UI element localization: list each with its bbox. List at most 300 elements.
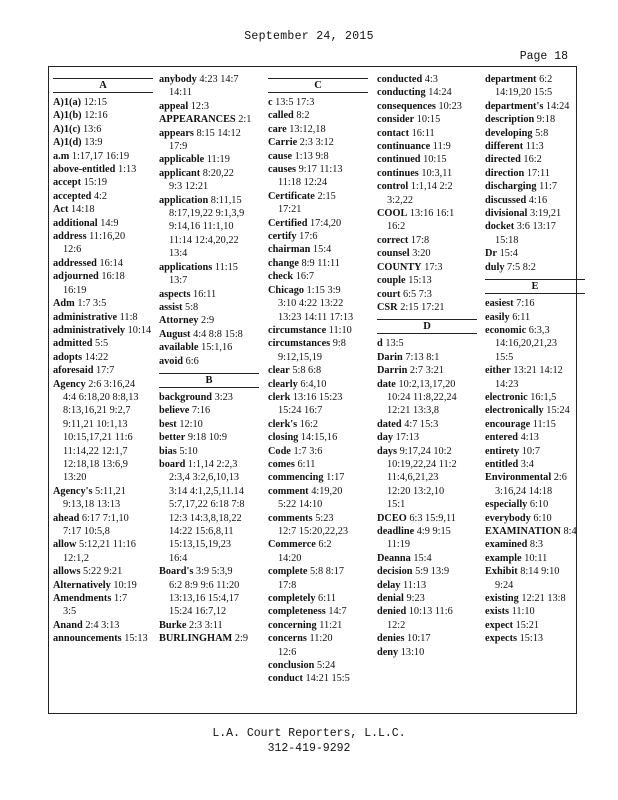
- index-entry: [268, 109, 368, 122]
- index-term: applicable: [159, 154, 205, 166]
- index-entry: [377, 140, 477, 153]
- index-term: denied: [377, 606, 407, 618]
- page-refs: 3:16,24 14:18: [495, 485, 553, 497]
- index-term: easiest: [485, 298, 514, 310]
- index-entry: [377, 113, 477, 126]
- index-entry: [485, 140, 585, 153]
- page-refs: 14:18: [71, 204, 95, 216]
- index-term: Darrin: [377, 365, 408, 377]
- page-refs: 17:8: [278, 579, 297, 591]
- page-refs: 1:7 3:5: [77, 298, 107, 310]
- index-entry: [159, 458, 259, 565]
- index-term: EXAMINATION: [485, 526, 561, 537]
- index-term: adjourned: [53, 271, 99, 283]
- index-term: circumstance: [268, 324, 327, 336]
- page-date: September 24, 2015: [244, 30, 374, 43]
- page-refs: 13:10: [400, 646, 425, 658]
- index-term: contact: [377, 127, 410, 139]
- index-term: entitled: [485, 458, 519, 470]
- index-entry: [268, 605, 368, 618]
- page-refs: 15:4: [312, 244, 332, 256]
- index-entry: [485, 525, 585, 538]
- index-term: CSR: [377, 301, 398, 313]
- index-term: change: [268, 257, 299, 269]
- index-term: Darin: [377, 351, 403, 363]
- index-term: best: [159, 418, 177, 430]
- index-entry: [268, 485, 368, 512]
- page-refs: 4:16: [528, 194, 548, 206]
- index-term: d: [377, 338, 383, 350]
- index-entry: [485, 261, 585, 274]
- index-term: days: [377, 445, 398, 457]
- page-refs: 11:3: [525, 141, 544, 153]
- index-term: conclusion: [268, 660, 315, 672]
- index-term: anybody: [159, 74, 197, 85]
- page-refs: 15:13: [519, 633, 544, 645]
- page-refs: 15:21: [515, 619, 540, 631]
- index-entry: [377, 207, 477, 234]
- page-refs: 2:3,4 3:2,6,10,13: [169, 472, 240, 484]
- page-refs: 4:19,20: [311, 485, 343, 497]
- index-term: causes: [268, 164, 297, 176]
- page-refs: 10:14: [127, 324, 152, 336]
- page-refs: 14:11: [169, 87, 193, 99]
- page-refs: 5:23: [315, 512, 334, 524]
- index-term: background: [159, 391, 213, 403]
- page-refs: 17:7: [96, 365, 115, 377]
- index-entry: [268, 431, 368, 444]
- page-refs: 9:14,16 11:1,10: [169, 221, 234, 233]
- page-refs: 3:2,22: [387, 194, 414, 206]
- index-entry: [485, 324, 585, 364]
- index-entry: [159, 565, 259, 619]
- page-refs: 10:19: [113, 579, 137, 591]
- page-refs: 10:23: [438, 100, 462, 112]
- index-entry: [377, 274, 477, 287]
- page-refs: 17:8: [410, 234, 430, 246]
- page-refs: 3:5: [63, 606, 77, 618]
- index-entry: [159, 391, 259, 404]
- page-refs: 12:3: [190, 100, 210, 112]
- index-entry: [268, 230, 368, 243]
- index-term: decision: [377, 566, 413, 578]
- index-entry: [159, 404, 259, 417]
- page-refs: 16:1,5: [530, 391, 557, 403]
- index-entry: [377, 579, 477, 592]
- index-term: especially: [485, 499, 528, 511]
- page-refs: 9:12,15,19: [278, 351, 323, 363]
- index-term: applicant: [159, 167, 201, 179]
- page-refs: 12:2: [387, 619, 406, 631]
- page-refs: 14:16,20,21,23: [495, 338, 558, 350]
- index-term: a.m: [53, 150, 70, 162]
- page-refs: 16:14: [99, 257, 123, 269]
- page-refs: 13:6: [83, 123, 102, 135]
- page-refs: 17:6: [299, 231, 318, 243]
- index-term: certify: [268, 231, 297, 243]
- page-refs: 6:10: [533, 512, 552, 524]
- page-refs: 4:23 14:7: [199, 74, 239, 85]
- index-entry: [268, 364, 368, 377]
- page-refs: 8:2: [296, 110, 310, 122]
- index-entry: [268, 619, 368, 632]
- page-refs: 8:15 14:12: [196, 127, 241, 139]
- index-entry: [268, 217, 368, 230]
- index-term: commencing: [268, 472, 324, 484]
- index-entry: [268, 659, 368, 672]
- index-term: example: [485, 552, 522, 564]
- index-entry: [268, 632, 368, 659]
- index-term: economic: [485, 324, 527, 336]
- index-term: Commerce: [268, 539, 316, 551]
- index-entry: [159, 418, 259, 431]
- page-refs: 1:17,17 16:19: [71, 150, 130, 162]
- index-term: available: [159, 342, 199, 354]
- footer-company: L.A. Court Reporters, L.L.C.: [212, 727, 406, 740]
- page-refs: 7:17 10:5,8: [63, 526, 110, 537]
- index-term: care: [268, 123, 287, 135]
- index-entry: [377, 247, 477, 260]
- index-term: date: [377, 378, 396, 390]
- page-refs: 10:11: [524, 552, 548, 564]
- index-term: discharging: [485, 181, 537, 193]
- index-entry: [53, 512, 153, 539]
- index-term: A)1(b): [53, 110, 82, 122]
- index-entry: [53, 163, 153, 176]
- page-refs: 11:14,22 12:1,7: [63, 445, 128, 457]
- index-entry: [268, 592, 368, 605]
- index-term: encourage: [485, 418, 531, 430]
- index-term: Deanna: [377, 552, 411, 564]
- page-refs: 1:7 3:6: [293, 445, 323, 457]
- page-refs: 6:11: [297, 458, 316, 470]
- index-entry: [377, 565, 477, 578]
- index-entry: [377, 86, 477, 99]
- page-refs: 6:17 7:1,10: [81, 512, 129, 524]
- index-entry: [268, 270, 368, 283]
- index-entry: [159, 431, 259, 444]
- page-refs: 2:6 3:16,24: [88, 378, 136, 390]
- section-letter: C: [268, 78, 368, 93]
- index-term: called: [268, 110, 294, 122]
- page-refs: 13:16 16:1: [409, 208, 455, 220]
- page-refs: 9:18: [536, 114, 556, 126]
- page-refs: 10:15: [423, 154, 447, 166]
- index-term: concerning: [268, 619, 317, 631]
- page-refs: 11:14 12:4,20,22: [169, 234, 239, 246]
- index-entry: [485, 565, 585, 592]
- index-entry: [159, 301, 259, 314]
- index-entry: [268, 136, 368, 149]
- index-entry: [159, 153, 259, 166]
- index-entry: [485, 207, 585, 220]
- index-term: Attorney: [159, 315, 199, 327]
- index-entry: [159, 127, 259, 154]
- index-column: [268, 73, 368, 686]
- index-term: Dr: [485, 248, 498, 260]
- index-term: applications: [159, 261, 213, 273]
- index-entry: [268, 96, 368, 109]
- index-term: discussed: [485, 194, 527, 206]
- index-entry: [53, 311, 153, 324]
- index-term: developing: [485, 127, 533, 139]
- index-term: complete: [268, 566, 308, 578]
- index-entry: [485, 471, 585, 498]
- index-term: announcements: [53, 633, 122, 645]
- page-refs: 12:21 13:3,8: [387, 405, 440, 417]
- index-term: appeal: [159, 100, 189, 112]
- index-term: control: [377, 181, 409, 193]
- index-entry: [485, 180, 585, 193]
- index-term: COOL: [377, 208, 408, 220]
- page-refs: 5:8 6:8: [292, 365, 322, 377]
- index-term: expects: [485, 633, 518, 645]
- page-refs: 11:15: [532, 418, 556, 430]
- index-entry: [485, 73, 585, 100]
- index-term: circumstances: [268, 338, 331, 350]
- index-term: comment: [268, 485, 309, 497]
- page-refs: 10:15,17,21 11:6: [63, 432, 133, 444]
- index-entry: [53, 176, 153, 189]
- index-entry: [53, 337, 153, 350]
- index-entry: [485, 418, 585, 431]
- page-refs: 12:6: [63, 244, 82, 256]
- page-refs: 2:9: [201, 315, 215, 327]
- page-refs: 1:17: [326, 472, 345, 484]
- page-refs: 5:8: [535, 127, 549, 139]
- index-term: expect: [485, 619, 514, 631]
- index-term: believe: [159, 405, 190, 417]
- footer-phone: 312-419-9292: [267, 742, 351, 755]
- index-term: admitted: [53, 338, 93, 350]
- page-refs: 3:10 4:22 13:22: [278, 298, 344, 310]
- page-refs: 15:13: [408, 275, 432, 287]
- index-entry: [377, 552, 477, 565]
- index-entry: [485, 167, 585, 180]
- index-entry: [268, 565, 368, 592]
- index-entry: [268, 163, 368, 190]
- index-term: continues: [377, 167, 419, 179]
- index-term: entered: [485, 432, 518, 444]
- index-entry: [485, 498, 585, 511]
- index-entry: [377, 234, 477, 247]
- index-term: Environmental: [485, 472, 552, 484]
- index-term: Alternatively: [53, 579, 111, 591]
- page-refs: 5:11,21: [95, 485, 126, 497]
- index-term: Certified: [268, 217, 308, 229]
- index-term: existing: [485, 593, 519, 605]
- page-refs: 14:21 15:5: [305, 673, 350, 685]
- page-refs: 5:8: [185, 301, 199, 313]
- page-refs: 10:24 11:8,22,24: [387, 391, 457, 403]
- page-number: Page 18: [519, 50, 568, 63]
- index-entry: [377, 431, 477, 444]
- page-refs: 13:5 17:3: [275, 97, 315, 108]
- page-refs: 8:17,19,22 9:1,3,9: [169, 208, 245, 220]
- page-refs: 15:24 16:7: [278, 405, 323, 417]
- index-entry: [53, 123, 153, 136]
- page-refs: 5:10: [179, 445, 198, 457]
- index-entry: [377, 351, 477, 364]
- page-refs: 13:13,16 15:4,17: [169, 593, 240, 605]
- page-refs: 14:22 15:6,8,11: [169, 526, 234, 537]
- page-refs: 4:2: [93, 190, 108, 202]
- index-entry: [53, 257, 153, 270]
- index-term: counsel: [377, 248, 410, 260]
- index-term: description: [485, 114, 535, 126]
- page-refs: 9:17 11:13: [298, 164, 343, 176]
- section-letter: A: [53, 78, 153, 93]
- page-refs: 13:4: [169, 248, 188, 260]
- page-refs: 2:1: [238, 114, 252, 126]
- index-entry: [159, 261, 259, 288]
- index-entry: [377, 512, 477, 525]
- page-refs: 8:3: [529, 539, 544, 551]
- index-entry: [485, 391, 585, 404]
- index-entry: [377, 167, 477, 180]
- page-refs: 15:1,16: [201, 342, 233, 354]
- page-refs: 4:3: [424, 74, 438, 85]
- index-entry: [53, 632, 153, 645]
- index-term: deadline: [377, 526, 415, 537]
- page-refs: 11:21: [319, 619, 343, 631]
- index-term: dated: [377, 418, 402, 430]
- page-refs: 14:7: [328, 606, 347, 618]
- index-term: aspects: [159, 288, 191, 300]
- index-entry: [159, 73, 259, 100]
- page-refs: 14:24: [545, 100, 570, 112]
- page-refs: 9:8: [332, 338, 346, 350]
- index-entry: [159, 632, 259, 645]
- index-entry: [485, 113, 585, 126]
- index-entry: [485, 404, 585, 417]
- index-term: continuance: [377, 141, 431, 153]
- page-refs: 10:17: [407, 633, 431, 645]
- page-refs: 9:11,21 10:1,13: [63, 418, 128, 430]
- index-entry: [377, 100, 477, 113]
- index-term: allows: [53, 566, 81, 578]
- index-entry: [268, 378, 368, 391]
- index-term: delay: [377, 579, 401, 591]
- page-refs: 16:2: [523, 154, 542, 166]
- index-entry: [53, 109, 153, 122]
- index-term: conduct: [268, 673, 303, 685]
- index-entry: [268, 123, 368, 136]
- page-refs: 14:24: [428, 87, 452, 99]
- page-refs: 9:3 12:21: [169, 181, 209, 193]
- page-refs: 12:16: [84, 110, 108, 122]
- page-refs: 15:24 16:7,12: [169, 606, 227, 618]
- page-refs: 3:9 5:3,9: [195, 566, 233, 578]
- index-entry: [485, 632, 585, 645]
- index-entry: [53, 351, 153, 364]
- page-refs: 10:7: [521, 445, 541, 457]
- index-term: concerns: [268, 633, 307, 645]
- page-refs: 16:18: [101, 271, 125, 283]
- index-entry: [268, 458, 368, 471]
- index-term: consequences: [377, 100, 436, 112]
- index-entry: [377, 646, 477, 659]
- index-term: assist: [159, 301, 183, 313]
- page-refs: 5:12,21 11:16: [79, 539, 136, 551]
- page-refs: 15:13,15,19,23: [169, 539, 232, 551]
- index-term: completeness: [268, 606, 326, 618]
- page-refs: 2:3 3:12: [299, 137, 334, 149]
- index-term: accept: [53, 177, 82, 189]
- page-refs: 2:15 17:21: [400, 301, 445, 313]
- page-refs: 13:23 14:11 17:13: [278, 311, 354, 323]
- page-refs: 6:11: [512, 311, 531, 323]
- page-refs: 14:20: [278, 552, 302, 564]
- page-refs: 2:6: [553, 472, 567, 484]
- index-entry: [377, 605, 477, 632]
- index-term: A)1(d): [53, 137, 82, 149]
- index-entry: [159, 113, 259, 126]
- page-refs: 10:19,22,24 11:2: [387, 458, 457, 470]
- index-entry: [377, 261, 477, 274]
- page-refs: 2:4 3:13: [85, 619, 120, 631]
- index-entry: [268, 538, 368, 565]
- index-term: conducting: [377, 87, 426, 99]
- page-refs: 16:2: [299, 418, 319, 430]
- index-term: everybody: [485, 512, 531, 524]
- index-term: clear: [268, 365, 290, 377]
- page-refs: 6:11: [318, 593, 336, 605]
- index-entry: [377, 153, 477, 166]
- page-refs: 2:7 3:21: [409, 365, 444, 377]
- index-entry: [485, 297, 585, 310]
- index-entry: [485, 512, 585, 525]
- index-term: electronic: [485, 391, 528, 403]
- index-entry: [377, 418, 477, 431]
- index-term: entirety: [485, 445, 520, 457]
- page-refs: 5:7,17,22 6:18 7:8: [169, 499, 245, 511]
- page-refs: 13:7: [169, 275, 188, 287]
- page-refs: 17:13: [395, 432, 420, 444]
- page-refs: 10:3,11: [421, 167, 453, 179]
- index-term: comments: [268, 512, 313, 524]
- page-refs: 14:22: [84, 351, 109, 363]
- index-term: A)1(a): [53, 97, 82, 108]
- index-term: address: [53, 231, 87, 243]
- index-entry: [53, 217, 153, 230]
- page-refs: 9:24: [495, 579, 514, 591]
- index-entry: [485, 100, 585, 113]
- page-refs: 5:5: [95, 338, 109, 350]
- index-term: Act: [53, 204, 69, 216]
- page-refs: 11:20: [309, 633, 333, 645]
- page-refs: 11:7: [539, 181, 558, 193]
- index-term: A)1(c): [53, 123, 81, 135]
- index-entry: [53, 579, 153, 592]
- page-refs: 1:1,14 2:2: [410, 181, 453, 193]
- index-entry: [377, 592, 477, 605]
- index-entry: [268, 337, 368, 364]
- page-refs: 6:2: [318, 539, 332, 551]
- index-entry: [268, 445, 368, 458]
- page-refs: 4:4 6:18,20 8:8,13: [63, 391, 139, 403]
- index-term: divisional: [485, 208, 528, 220]
- index-column: [53, 73, 153, 646]
- page-refs: 8:11,15: [210, 194, 242, 206]
- page-refs: 12:1,2: [63, 552, 90, 564]
- index-entry: [159, 288, 259, 301]
- page-refs: 3:20: [412, 248, 431, 260]
- page-refs: 12:18,18 13:6,9: [63, 458, 128, 470]
- index-term: clerk's: [268, 418, 298, 430]
- index-term: electronically: [485, 405, 544, 417]
- page-refs: 8:20,22: [202, 167, 234, 179]
